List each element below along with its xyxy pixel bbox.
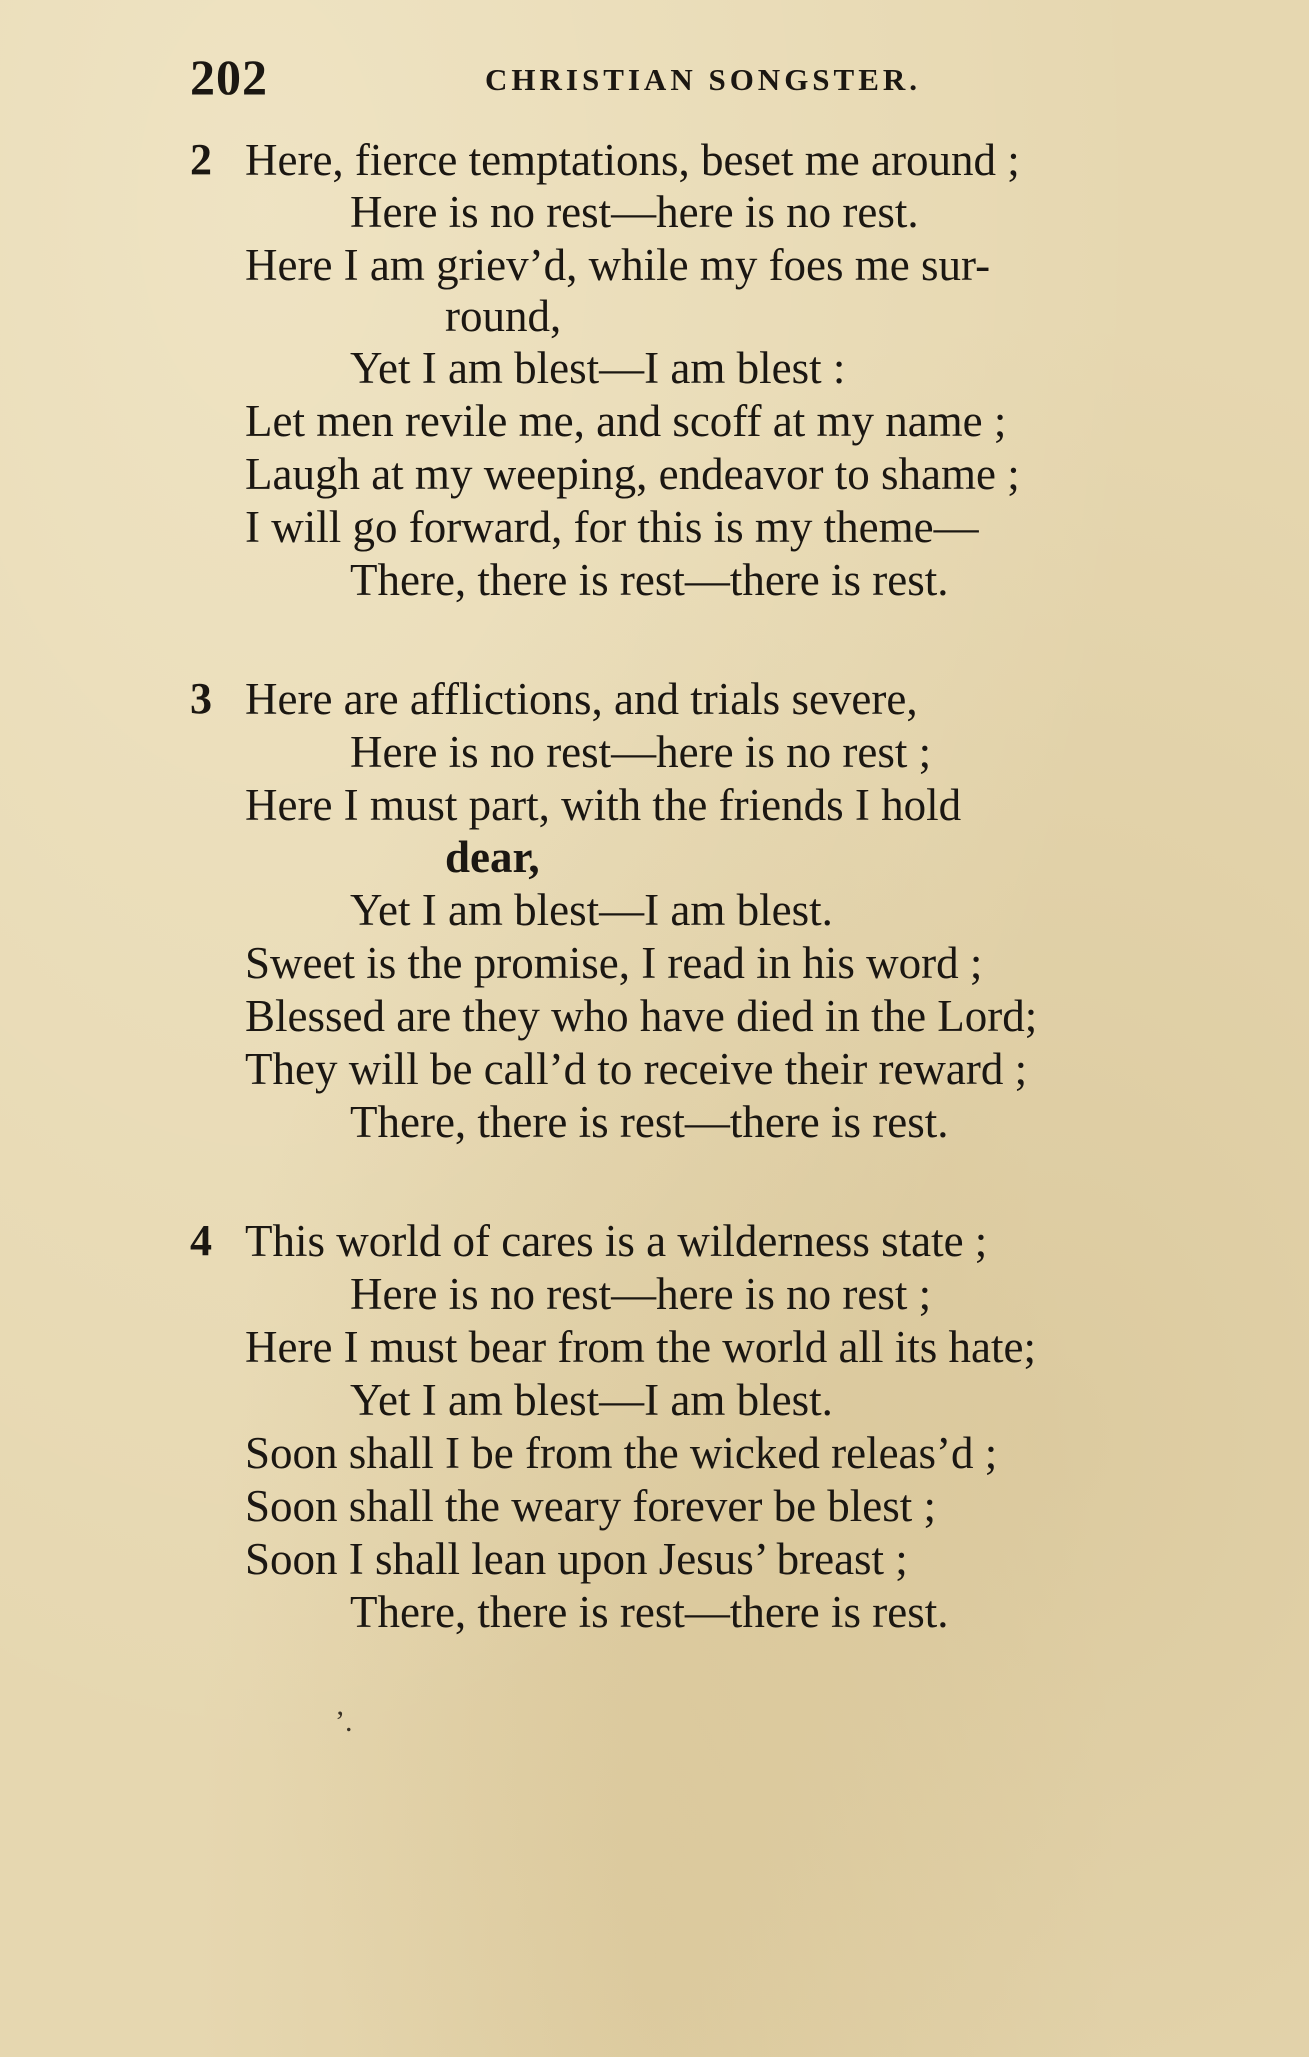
verse-line: There, there is rest—there is rest. xyxy=(350,1097,949,1147)
verse-line: Here I am griev’d, while my foes me sur- xyxy=(245,240,991,290)
verse-line: I will go forward, for this is my theme— xyxy=(245,502,979,552)
verse-line: They will be call’d to receive their reward ; xyxy=(245,1044,1028,1094)
verse-line: Soon shall the weary forever be blest ; xyxy=(245,1481,937,1531)
verse-line: Here I must part, with the friends I hold xyxy=(245,780,962,830)
verse-line: Yet I am blest—I am blest. xyxy=(350,885,833,935)
verse-line: There, there is rest—there is rest. xyxy=(350,1587,949,1637)
verse-number: 3 xyxy=(190,674,212,723)
verse-line: Sweet is the promise, I read in his word ; xyxy=(245,938,983,988)
verse-line: This world of cares is a wilderness state ; xyxy=(245,1216,988,1266)
verse-line: Here I must bear from the world all its hate; xyxy=(245,1322,1036,1372)
verse-line: Here are afflictions, and trials severe, xyxy=(245,674,918,724)
verse-line: Let men revile me, and scoff at my name ; xyxy=(245,396,1007,446)
verse-line: Here is no rest—here is no rest. xyxy=(350,187,919,237)
verse-line: Here is no rest—here is no rest ; xyxy=(350,1269,932,1319)
verse-line: Yet I am blest—I am blest. xyxy=(350,1375,833,1425)
running-head: CHRISTIAN SONGSTER. xyxy=(485,62,922,97)
verse-line: Soon shall I be from the wicked releas’d ; xyxy=(245,1428,998,1478)
verse-line: round, xyxy=(445,291,562,341)
verse-line: Here, fierce temptations, beset me around ; xyxy=(245,135,1020,185)
verse-line: Blessed are they who have died in the Lord; xyxy=(245,991,1038,1041)
verse-line: Laugh at my weeping, endeavor to shame ; xyxy=(245,449,1020,499)
page-header xyxy=(190,48,1190,108)
verse-line: Soon I shall lean upon Jesus’ breast ; xyxy=(245,1534,908,1584)
verse-number: 4 xyxy=(190,1216,212,1265)
verse-line: There, there is rest—there is rest. xyxy=(350,555,949,605)
verse-line: Yet I am blest—I am blest : xyxy=(350,343,846,393)
page-number: 202 xyxy=(190,49,268,105)
stray-mark: ’. xyxy=(335,1705,353,1738)
verse-line: dear, xyxy=(445,832,540,882)
verse-number: 2 xyxy=(190,135,212,184)
verse-line: Here is no rest—here is no rest ; xyxy=(350,727,932,777)
